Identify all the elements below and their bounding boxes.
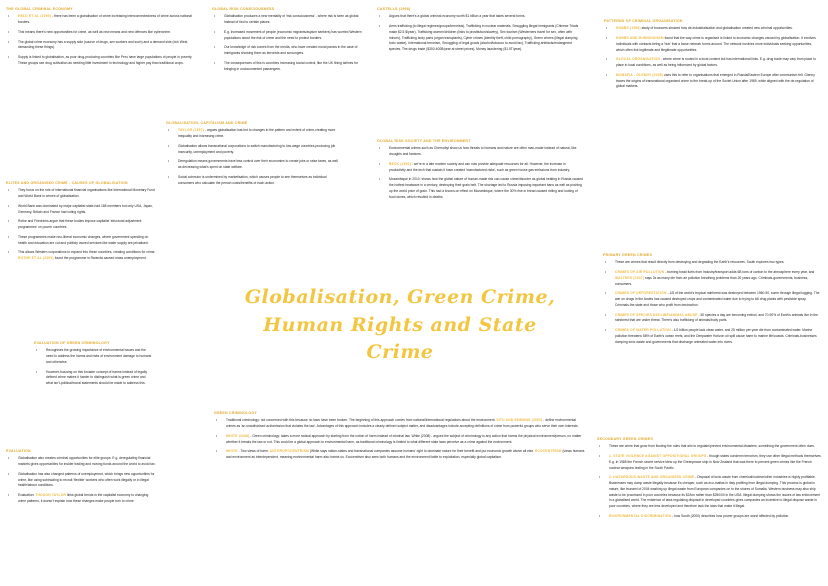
bullet-item [6,493,156,505]
bullet-text: The consequences of this is countries increasing social control, like the UK fining airlines for bringing in undocumented passengers. [224,60,358,71]
bullet-item [166,159,338,171]
bullet-item [377,162,583,174]
highlight-text: 2. HAZARDOUS WASTE AND ORGANISED CRIME [609,475,695,480]
bullet-text: This means there's new opportunities for crime, as well as new means and new offences like cybercrime. [18,29,171,34]
bullet-item [212,45,364,57]
bullet-item [597,444,823,450]
bullet-text: World Bank was dominated by major capitalist state-had 188 members but only USA, Japan, Germany, Britain and France had voting rights. [18,203,153,214]
bullet-text: Social cohesion is undermined by marketisation, which causes people to see themselves as individual consumers who calculate the person costs/benefits of each action. [178,174,327,185]
bullet-text: uses this to refer to organisations that emerged in Russia/Eastern Europe after communism fell. Glenny traces the origins of transnational organised crime to the break-up of the Soviet Union after 1989, while aligned with the de-regulation of global markets. [616,72,815,89]
bullet-text: They focus on the role of international financial organisations like International Monetary Fund and World Bank in crimes of globalisation. [18,188,155,199]
bullet-item [604,57,820,69]
bullet-text: found that the way crime is organised is linked to economic changes caused by globalisation. It involves individuals with contacts being a 'hub' that a loose network forms around. The network involves more individuals seeking opportunities, which often link legitimate and illegitimate opportunities. [616,36,816,52]
highlight-text: BECK (1992) [389,161,411,166]
bullet-text: These are crime that grow from flouting the rules that aim to regulate/prevent environmental disasters, something the government often does. [609,444,815,449]
section-global-risk-consciousness [212,6,364,76]
bullet-item [377,177,583,200]
section-heading: PATTERNS OF CRIMINAL ORGANISATION [604,19,683,23]
bullet-item [603,270,821,287]
section-green-criminology [214,410,586,465]
bullet-item [6,219,156,231]
bullet-item [214,449,586,461]
highlight-text: GLOCAL ORGANISATION [616,57,660,62]
bullet-item [6,204,156,216]
highlight-text: ENVIRONMENTAL DISCRIMINATION [609,513,672,518]
bullet-item [597,514,823,520]
bullet-text: - where crime is rooted in a local context but has international links. E.g. drug trade may vary from place to place in local conditions, as well as being influenced by global factors. [616,57,816,68]
bullet-text: Rothe and Friedrichs argue that these bodies impose capitalist 'structural adjustment programmes' on poorer countries. [18,219,142,230]
bullet-item [34,370,152,387]
highlight-text: WALTERS (2007) [615,275,645,280]
bullet-text: - though states condemn terrorism, they use other illegal methods themselves. E.g. in 1985 the French secret service blew up the Greenpeace ship in New Zealand that was there to prevent green crimes like the French nuclear weapons testing in the South Pacific. [609,454,822,470]
section-heading: EVALUATION OF GREEN CRIMINOLOGY [34,341,110,345]
bullet-text: Globalisation produces a new mentality of 'risk consciousness' - where risk is seen as global instead of tied to certain places. [224,14,359,25]
bullet-item [6,235,156,247]
section-secondary-green-crimes [597,436,823,524]
bullet-item [603,291,821,308]
bullet-text: Supply is linked to globalisation, as poor drug-producing countries like Peru have large populations of people in poverty. These groups see drug cultivation as needing little investment in technology and higher pay than traditional crops. [18,55,193,65]
section-heading: GLOBAL RISK SOCIETY AND THE ENVIRONMENT [377,139,471,143]
bullet-text: Evaluation: [18,493,36,498]
highlight-text: WHITE [226,449,238,454]
bullet-item [214,434,586,446]
highlight-text: HELD ET AL (1999) [18,14,52,19]
highlight-text: HOBBS AND DUNNINGHAM [616,36,664,41]
highlight-text: CRIMES OF SPECIES DECLINE/ANIMAL ABUSE [615,312,698,317]
section-elites-organised-crime [6,180,156,266]
bullet-text: - there has been a globalisation of crime increasing interconnectedness of crime across national borders. [18,14,192,25]
bullet-item [604,73,820,90]
bullet-item [6,14,202,26]
bullet-item [377,146,583,158]
bullet-text: Our knowledge of risk comes from the media, who have created moral panics in the case of immigrants showing them as terrorists and scroungers. [224,45,358,56]
bullet-text: says 3x as many die from air pollution breathing problems than 20 years ago. Criminals-governments, business, consumers. [615,275,809,286]
section-heading: GREEN CRIMINOLOGY [214,411,257,415]
bullet-item [597,454,823,471]
section-evaluation-green-criminology [34,340,152,391]
highlight-text: ANTHROPOCENTRISM [269,449,309,454]
bullet-item [166,175,338,187]
bullet-text: Globalisation has also changed patterns of unemployment, which brings new opportunities for crime, like using subtracting to recruit 'flexible' workers who often work illegally or in illegal health/labour conditions. [18,471,155,488]
bullet-item [603,328,821,345]
section-heading: EVALUATION [6,449,31,453]
bullet-text: Environmental crimes such as Chernobyl show us how threats to humans and nature are often man-made instead of natural, like droughts and famines. [389,146,577,157]
section-globalisation-capitalism-crime [166,120,338,190]
highlight-text: SITU AND EMMONS (2000) [496,418,543,423]
bullet-text: - how South (2000) describes how poorer groups are worst affected by pollution. [671,513,790,518]
page-title: Globalisation, Green Crime, Human Rights and State Crime [244,286,556,364]
section-patterns-of-criminal-organisation [604,18,820,94]
section-heading: PRIMARY GREEN CRIMES [603,253,653,257]
highlight-text: THOUGH TAYLOR [35,493,67,498]
bullet-item [6,30,202,36]
section-heading: GLOBAL RISK CONSCIOUSNESS [212,7,275,11]
section-heading: SECONDARY GREEN CRIMES [597,437,653,441]
section-castells [377,6,579,57]
bullet-item [597,475,823,510]
bullet-text: These are crimes that result directly from destroying and degrading the Earth's resources. South explores two types. [615,260,785,265]
bullet-text: study of bouncers showed how de-industrialisation and globalisation created new criminal opportunities. [640,26,793,31]
bullet-text: - Disposal of toxic waste from chemical/nuclear/other industries is highly profitable. Businesses may dump waste illegally because it's cheaper, such as eco-mafias in Italy profiting from illegal dumping. This process is global in nature, like tsunami of 2004 washing up illegal waste from European companies on to the shores of Somalia. Western business may also ship waste to be processed in poor countries because its $2/ton rather than $250/00 in the USA. Illegal dumping shows the issues of law enforcement in a globalised world. The existence of laws regulating disposal in developed countries gives companies an incentive to illegal dispose waste in poor countries, where they are less developed and therefore lack the laws that make it illegal. [609,475,821,509]
bullet-text: Arms trafficking (to illegal regimes/groups/terrorists), Trafficking in nuclear materials, Smuggling illegal immigrants (Chinese Triads make $2.5 $/year), Trafficking women/children (links to prostitution/slavery), Sex tourism (Westerners travel for sex, often with minors), Trafficking body parts (organ transplants), Cyber crimes (identity theft, child pornography), Green crimes (illegal dumping toxic waste), International terrorism, Smuggling of legal goods (alcohol/tobacco to avoid tax), Trafficking artefacts/endangered species, The drugs trade ($300-400B/year at street prices), Money laundering ($1.5T/year). [389,24,579,52]
highlight-text: CRIMES OF WATER POLLUTION [615,328,671,333]
bullet-text: - 1/2 billion people lack clean water, and 25 million per year die from contaminated water. Marine pollution threatens 58% of Earth's ocean reefs, and the Deepwater Horizon oil spill cause harm to marine life/coasts. Criminals-businesses dumping toxic waste and governments that discharge untreated water into rivers. [615,328,817,344]
section-global-criminal-economy [6,6,202,71]
bullet-item [603,313,821,325]
bullet-text: Recognises the growing importance of environmental issues and the need to address the harms and risks of environment damage to humans and otherwise. [46,348,152,364]
section-evaluation [6,448,156,509]
bullet-text: These programmes make neo-liberal economic changes, where government spending on health and education are cut and publicly owned services like water supply are privatised. [18,234,149,245]
section-heading: THE GLOBAL CRIMINAL ECONOMY [6,7,73,11]
highlight-text: WHITE (2008) [226,433,250,438]
highlight-text: HOBBS (1998) [616,26,641,31]
section-heading: CASTELLS (1998) [377,7,411,11]
bullet-item [212,14,364,26]
highlight-text: ROTHE ET AL (2009) [18,256,54,261]
highlight-text: TAYLOR (1997) [178,128,205,133]
bullet-item [34,348,152,365]
highlight-text: ECOCENTRISM [534,449,562,454]
bullet-text: Deregulation means governments have less control over their economies to create jobs or raise taxes, as well as decreasing what's spent on state welfare. [178,159,338,170]
bullet-text: - Green criminology: takes a more radical approach by starting from the notion of harm instead of criminal law. White (2008) - argues the subject of criminology is any action that harms the physical environment/person, no matter whether it breaks the law or not. This could be a global approach to environmental harm, as traditional criminology is limited to what different state laws perceive as a crime against the environment. [226,433,582,444]
bullet-item [6,55,202,67]
section-primary-green-crimes [603,252,821,349]
bullet-text: links global trends in the capitalist economy to changing crime patterns, it doesn't explain how these changes make people turn to crime. [18,493,149,503]
bullet-text: - define environmental crimes as 'an unauthorised act/omission that violates the law'. Advantages of this approach includes a clearly defined subject matter, and disadvantages include accepting definitions of crime from powerful groups who serve their own interests. [226,418,579,429]
bullet-text: Globalisation allows transnational corporations to switch manufacturing to low-wage countries-producing job insecurity, unemployment and poverty. [178,143,336,154]
bullet-text: Globalisation also creates criminal opportunities for elite groups. E.g. deregulating financial markets gives opportunities for insider trading and moving funds around the world to avoid tax. [18,456,156,467]
highlight-text: MCMAFIA - GLENNY (2008) [616,72,664,77]
bullet-text: (views humans and environment as interdependent, meaning environmental harm also harms us. Ecocentrism also sees both humans and the environment liable to exploitation, especially global capitalism. [226,449,585,460]
bullet-text: - 1/5 of the world's tropical rainforest was destroyed between 1960-90, some through illegal logging. The war on drugs in the Andes has caused destroyed crops and contaminated water due to trying to kill drug plants with pesticide spray. Criminals-the state and those who profit from destruction. [615,291,820,307]
bullet-item [212,61,364,73]
bullet-text: Argues that there's a global criminal economy worth $1 billion a year that takes several forms. [389,14,526,19]
bullet-item [6,188,156,200]
bullet-text: This allows Western corporations to expand into these countries, creating conditions for crime. [18,250,156,255]
bullet-item [377,24,579,53]
bullet-item [6,472,156,489]
highlight-text: CRIMES OF DEFORESTATION [615,291,667,296]
bullet-text: - Two views of harm: [237,449,270,454]
bullet-item [604,26,820,32]
bullet-text: Mozambique in 2010: shows how the global nature of human-made risk can cause crime/disorder as global heating in Russia caused the hottest heatwave in a century, destroying their grain belt. The shortage led to Russia imposing important bans as well as pushing up the world price of grain. This had a known-on effect on Mozambique, where the 30% rise in bread caused rioting and looting of food stores, which resulted in deaths. [389,177,583,199]
bullet-text: Traditional criminology: not concerned with this because no laws have been broken. The beginning of this approach comes from national/international regulations about the environment. [226,418,496,423]
bullet-text: - argues globalisation has led to changes in the pattern and extent of crime-creating more inequality and increasing crime. [178,128,336,139]
bullet-text: found the programme in Rwanda caused mass unemployment. [53,256,147,261]
bullet-item [604,36,820,53]
section-heading: ELITES AND ORGANISED CRIME - CAUSES OF GLOBALISATION [6,181,128,185]
bullet-item [6,40,202,52]
bullet-text: - we're in a late modern society and can now provide adequate resources for all. However, the increase in productivity and the tech that sustain it have created 'manufactured risks', such as green house gas emissions from industry. [389,161,570,172]
bullet-text: The global crime economy has a supply side (source of drugs, sex workers and such) and a demand side (rich West demanding these things). [18,39,188,50]
bullet-text: However-focusing on this broader concept of harms instead of legally defined crime makes it harder to distinguish what is green crime and what isn't-political/moral statements should be made to address this. [46,369,147,386]
highlight-text: CRIMES OF AIR POLLUTION [615,270,665,275]
bullet-text: (White says nation-states and transnational companies assume humans' right to dominate nature for their benefit and put economic growth above all else. [308,449,535,454]
bullet-item [166,144,338,156]
bullet-item [212,30,364,42]
bullet-item [603,260,821,266]
bullet-text: - burning fossil fuels from industry/transport adds 6B tons of carbon to the atmosphere every year, and [664,270,815,275]
section-global-risk-society [377,138,583,204]
bullet-text: E.g. increased movement of people (economic migrants/asylum seekers) has worried Western populations about the risk of crime and the need to protect borders. [224,29,362,40]
highlight-text: 1. STATE VIOLENCE AGAINST OPPOSITIONAL GROUPS [609,454,707,459]
bullet-item [6,250,156,262]
section-heading: GLOBALISATION, CAPITALISM AND CRIME [166,121,248,125]
bullet-item [6,456,156,468]
bullet-item [377,14,579,20]
bullet-item [166,128,338,140]
bullet-item [214,418,586,430]
bullet-text: - 50 species a day are becoming extinct, and 70-90% of Earth's animals live in the rainforest that are under threat. There's also trafficking of animals/body parts. [615,312,819,323]
